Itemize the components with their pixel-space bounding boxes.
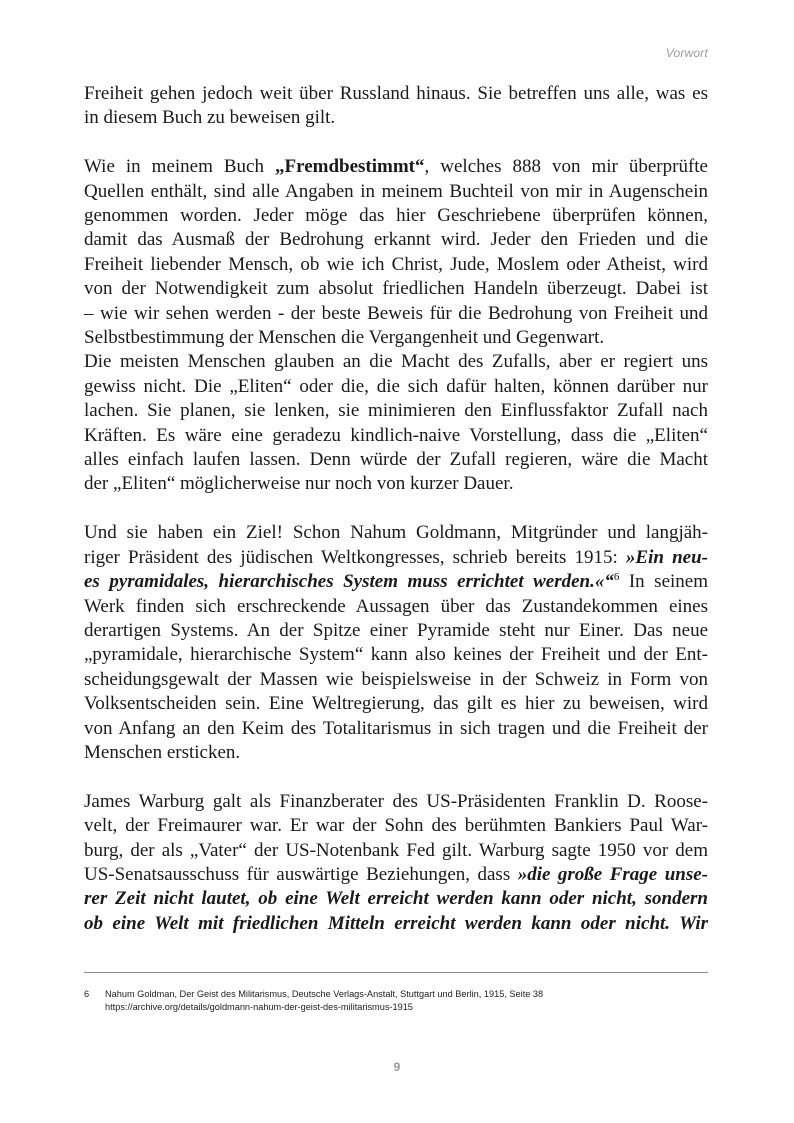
footnote-number: 6 xyxy=(84,989,90,999)
footnote-citation: Nahum Goldman, Der Geist des Militarismus, Deutsche Verlags-Anstalt, Stuttgart und Berlin, 1915, Seite 38 xyxy=(105,989,544,999)
body-text xyxy=(84,82,708,936)
text-line: „pyramidale, hierarchische System“ kann also keines der Freiheit und der Ent- xyxy=(84,644,708,666)
book-title-emphasis: „Fremdbestimmt“ xyxy=(275,156,425,178)
text-line: es pyramidales, hierarchisches System muss errichtet werden.«“$^6$ In seinem xyxy=(84,571,708,593)
text-line: der „Eliten“ möglicherweise nur noch von kurzer Dauer. xyxy=(84,473,514,495)
quote-emphasis: »die große Frage unse- xyxy=(517,863,709,885)
text-line: burg, der als „Vater“ der US-Notenbank Fed gilt. Warburg sagte 1950 vor dem xyxy=(84,839,708,861)
quote-emphasis: »Ein neu- xyxy=(625,546,708,568)
footnote-link[interactable]: https://archive.org/details/goldmann-nahum-der-geist-des-militarismus-1915 xyxy=(105,1002,413,1012)
text-line: Freiheit gehen jedoch weit über Russland hinaus. Sie betreffen uns alle, was es xyxy=(84,83,708,104)
text-line: lachen. Sie planen, sie lenken, sie minimieren den Einflussfaktor Zufall nach xyxy=(84,400,708,422)
text-line: damit das Ausmaß der Bedrohung erkannt wird. Jeder den Frieden und die xyxy=(84,229,708,251)
text-line: scheidungsgewalt der Massen wie beispielsweise in der Schweiz in Form von xyxy=(84,668,708,690)
text-line: Werk finden sich erschreckende Aussagen über das Zustandekommen eines xyxy=(84,595,708,617)
text-line: Freiheit liebender Mensch, ob wie ich Christ, Jude, Moslem oder Atheist, wird xyxy=(84,253,708,275)
text-line: Kräften. Es wäre eine geradezu kindlich-naive Vorstellung, dass die „Eliten“ xyxy=(84,424,708,446)
text-line: von der Notwendigkeit zum absolut friedlichen Handeln überzeugt. Dabei ist xyxy=(84,278,708,300)
paragraph-4 xyxy=(84,521,708,765)
text-line: riger Präsident des jüdischen Weltkongresses, schrieb bereits 1915: »Ein neu- xyxy=(84,546,708,568)
text-line: US-Senatsausschuss für auswärtige Beziehungen, dass »die große Frage unse- xyxy=(84,863,709,885)
text-line: – wie wir sehen werden - der beste Beweis für die Bedrohung von Freiheit und xyxy=(84,302,708,324)
footnote-reference: 6 xyxy=(613,571,620,584)
paragraph-5 xyxy=(84,790,708,936)
text-line: Die meisten Menschen glauben an die Macht des Zufalls, aber er regiert uns xyxy=(84,351,708,373)
text-line: in diesem Buch zu beweisen gilt. xyxy=(84,107,336,129)
text-line: derartigen Systems. An der Spitze einer Pyramide steht nur Einer. Das neue xyxy=(84,619,708,641)
footnote-divider xyxy=(84,972,708,973)
text-line: von Anfang an den Keim des Totalitarismus in sich tragen und die Freiheit der xyxy=(84,717,708,739)
text-line: Selbstbestimmung der Menschen die Vergangenheit und Gegenwart. xyxy=(84,327,605,349)
quote-line: ob eine Welt mit friedlichen Mitteln erreicht werden kann oder nicht. Wir xyxy=(84,912,708,934)
text-line: Wie in meinem Buch „Fremdbestimmt“, welches 888 von mir überprüfte xyxy=(84,156,708,178)
text-line: Menschen ersticken. xyxy=(84,741,241,763)
text-line: Und sie haben ein Ziel! Schon Nahum Goldmann, Mitgründer und langjäh- xyxy=(84,522,708,544)
text-line: Quellen enthält, sind alle Angaben in meinem Buchteil von mir in Augenschein xyxy=(84,180,708,202)
paragraph-1 xyxy=(84,82,708,131)
text-line: gewiss nicht. Die „Eliten“ oder die, die sich dafür halten, können darüber nur xyxy=(84,375,708,397)
text-line: genommen worden. Jeder möge das hier Geschriebene überprüfen können, xyxy=(84,205,708,227)
text-line: James Warburg galt als Finanzberater des US-Präsidenten Franklin D. Roose- xyxy=(84,790,708,812)
paragraph-3 xyxy=(84,350,708,496)
text-line: Volksentscheiden sein. Eine Weltregierung, das gilt es hier zu beweisen, wird xyxy=(84,693,708,715)
paragraph-2 xyxy=(84,155,708,350)
page-number: 9 xyxy=(393,1060,401,1074)
quote-line: rer Zeit nicht lautet, ob eine Welt erreicht werden kann oder nicht, sondern xyxy=(84,888,708,910)
text-line: alles einfach laufen lassen. Denn würde der Zufall regieren, wäre die Macht xyxy=(84,449,708,471)
running-head: Vorwort xyxy=(665,46,708,60)
footnote xyxy=(84,988,708,1014)
text-line: velt, der Freimaurer war. Er war der Sohn des berühmten Bankiers Paul War- xyxy=(84,815,708,837)
quote-emphasis: es pyramidales, hierarchisches System muss errichtet werden. xyxy=(84,571,595,593)
